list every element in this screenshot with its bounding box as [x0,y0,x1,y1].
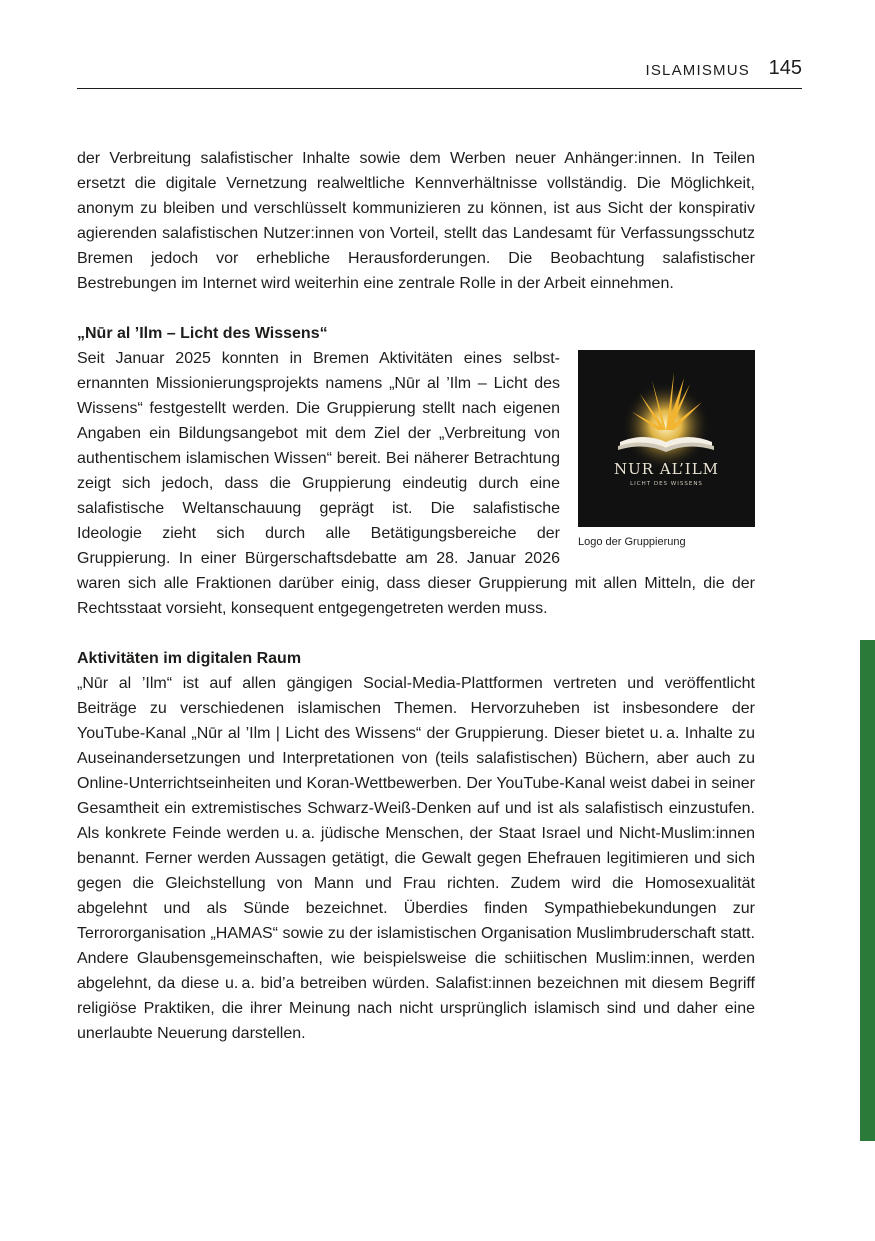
section1-paragraph: Seit Januar 2025 konnten in Bremen Aktivitäten eines selbsternannten Missionierungsprojekts namens „Nūr al ’Ilm – Licht des Wissens“ festgestellt werden. Die Gruppierung stellt nach eigenen Angaben ein Bildungsangebot mit dem Ziel der „Verbreitung von authentischem islamischen Wissen“ bereit. Bei näherer Betrachtung zeigt sich jedoch, dass die Gruppierung eindeutig durch eine salafistische Weltanschauung geprägt ist. Die salafistische Ideologie zieht sich durch alle Betätigungsbereiche der Gruppierung. In einer Bürgerschaftsdebatte am 28. Januar 2026 waren sich alle Fraktionen darüber einig, dass dieser Gruppierung mit allen Mitteln, die der Rechtsstaat vorsieht, konsequent entgegengetreten werden muss. [77,350,755,617]
paragraph-gap [77,296,755,321]
section2-paragraph: „Nūr al ’Ilm“ ist auf allen gängigen Social-Media-Plattformen vertreten und veröffentlicht Beiträge zu verschiedenen islamischen Themen. Hervorzuheben ist insbesondere der YouTube-Kanal „Nūr al ’Ilm | Licht des Wissens“ der Gruppierung. Dieser bietet u. a. Inhalte zu Auseinandersetzungen und Interpretationen von (teils salafistischen) Büchern, aber auch zu Online-Unterrichtseinheiten und Koran-Wettbewerben. Der YouTube-Kanal weist dabei in seiner Gesamtheit ein extremistisches Schwarz-Weiß-Denken auf und ist als salafistisch einzustufen. Als konkrete Feinde werden u. a. jüdische Menschen, der Staat Israel und Nicht-Muslim:innen benannt. Ferner werden Aussagen getätigt, die Gewalt gegen Ehefrauen legitimieren und sich gegen die Gleichstellung von Mann und Frau richten. Zudem wird die Homosexualität abgelehnt und als Sünde bezeichnet. Überdies finden Sympathiebekundungen zur Terrororganisation „HAMAS“ sowie zu der islamistischen Organisation Muslimbruderschaft statt. Andere Glaubensgemeinschaften, wie beispielsweise die schiitischen Muslim:innen, werden abgelehnt, da diese u. a. bid’a betreiben würden. Salafist:innen bezeichnen mit diesem Begriff religiöse Praktiken, die ihrer Meinung nach nicht ursprünglich islamisch sind und daher eine unerlaubte Neuerung darstellen. [77,675,755,1042]
running-header [77,56,802,89]
chapter-marker-bar [860,640,875,1141]
section-heading-digital: Aktivitäten im digitalen Raum [77,650,302,667]
logo-caption: Logo der Gruppierung [578,536,686,548]
paragraph-gap [77,621,755,646]
book-light-logo-icon [578,350,755,527]
intro-paragraph: der Verbreitung salafistischer Inhalte sowie dem Werben neuer Anhänger:innen. In Teilen ersetzt die digitale Vernetzung realweltliche Kennverhältnisse vollständig. Die Möglichkeit, anonym zu bleiben und verschlüsselt kommunizieren zu können, ist aus Sicht der konspirativ agierenden salafistischen Nutzer:innen von Vorteil, stellt das Landesamt für Verfassungsschutz Bremen jedoch vor erhebliche Herausforderungen. Die Beobachtung salafistischer Bestrebungen im Internet wird weiterhin eine zentrale Rolle in der Arbeit einnehmen. [77,150,755,292]
logo-figure [578,346,755,549]
logo-name-text: NUR AL’ILM [613,460,720,478]
main-text [77,146,755,1046]
section-title: ISLAMISMUS [645,62,750,79]
group-logo-image [578,350,755,527]
page-number: 145 [768,57,802,79]
section-heading-nur-al-ilm: „Nūr al ’Ilm – Licht des Wissens“ [77,325,328,342]
logo-tagline-text: LICHT DES WISSENS [630,481,703,487]
